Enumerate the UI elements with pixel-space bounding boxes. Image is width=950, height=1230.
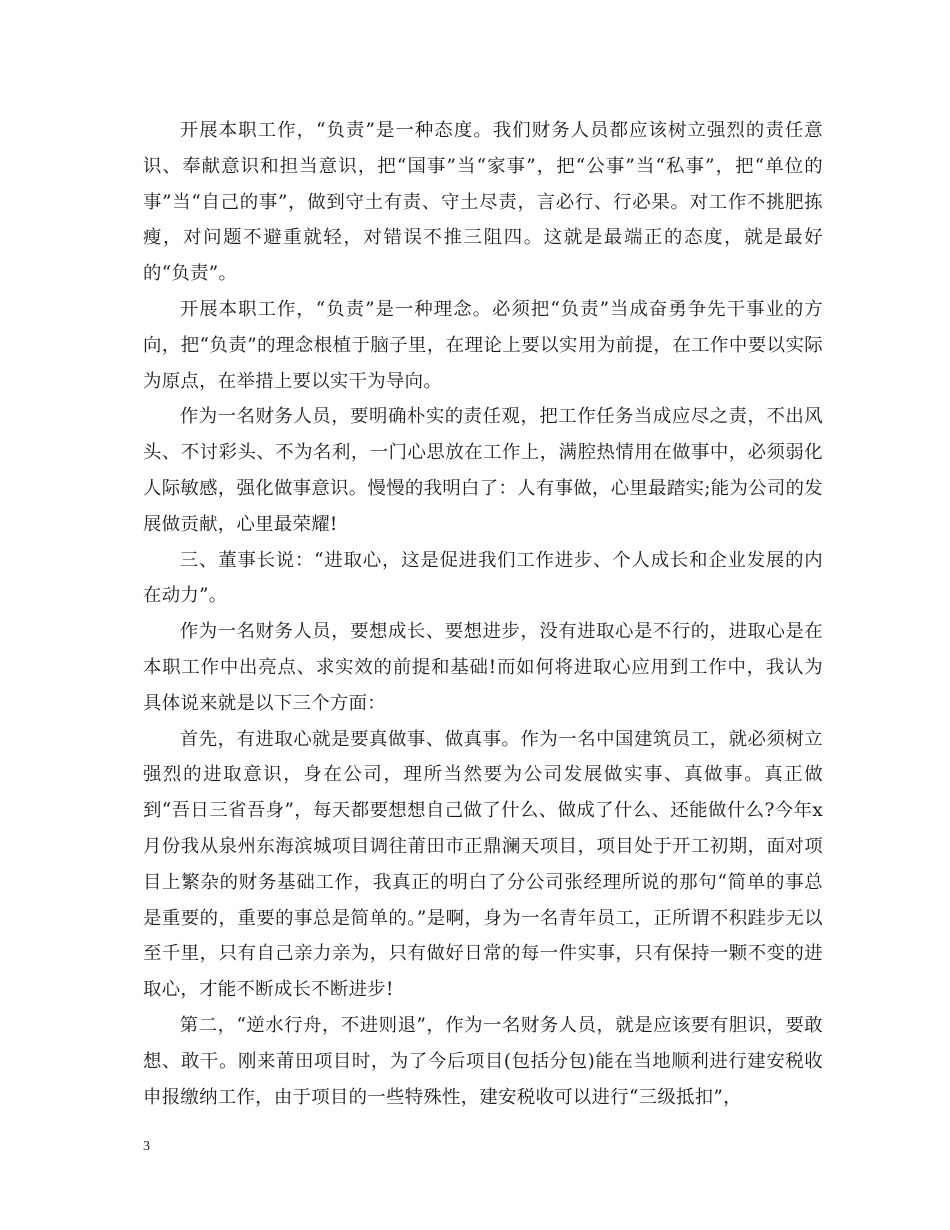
paragraph-responsibility-concept: 开展本职工作，“负责”是一种理念。必须把“负责”当成奋勇争先干事业的方向，把“负责”的理念根植于脑子里，在理论上要以实用为前提，在工作中要以实际为原点，在举措上要以实干为导向。 — [143, 298, 823, 392]
paragraph-responsibility-view: 作为一名财务人员，要明确朴实的责任观，把工作任务当成应尽之责，不出风头、不讨彩头、不为名利，一门心思放在工作上，满腔热情用在做事中，必须弱化人际敏感，强化做事意识。慢慢的我明白了：人有事做，心里最踏实;能为公司的发展做贡献，心里最荣耀! — [143, 406, 823, 535]
document-body — [143, 113, 823, 1115]
paragraph-second-point: 第二，“逆水行舟，不进则退”，作为一名财务人员，就是应该要有胆识，要敢想、敢干。刚来莆田项目时，为了今后项目(包括分包)能在当地顺利进行建安税收申报缴纳工作，由于项目的一些特殊性，建安税收可以进行“三级抵扣”， — [143, 1014, 823, 1108]
paragraph-enterprising-intro: 作为一名财务人员，要想成长、要想进步，没有进取心是不行的，进取心是在本职工作中出亮点、求实效的前提和基础!而如何将进取心应用到工作中，我认为具体说来就是以下三个方面： — [143, 621, 823, 714]
page-number: 3 — [143, 1139, 150, 1154]
paragraph-first-point: 首先，有进取心就是要真做事、做真事。作为一名中国建筑员工，就必须树立强烈的进取意识，身在公司，理所当然要为公司发展做实事、真做事。真正做到“吾日三省吾身”，每天都要想想自己做了什么、做成了什么、还能做什么?今年x月份我从泉州东海滨城项目调往莆田市正鼎澜天项目，项目处于开工初期，面对项目上繁杂的财务基础工作，我真正的明白了分公司张经理所说的那句“简单的事总是重要的，重要的事总是简单的。”是啊，身为一名青年员工，正所谓不积跬步无以至千里，只有自己亲力亲为，只有做好日常的每一件实事，只有保持一颗不变的进取心，才能不断成长不断进步! — [143, 728, 823, 1001]
paragraph-section-three-heading: 三、董事长说：“进取心，这是促进我们工作进步、个人成长和企业发展的内在动力”。 — [143, 549, 823, 607]
paragraph-responsibility-attitude: 开展本职工作，“负责”是一种态度。我们财务人员都应该树立强烈的责任意识、奉献意识和担当意识，把“国事”当“家事”，把“公事”当“私事”，把“单位的事”当“自己的事”，做到守土有责、守土尽责，言必行、行必果。对工作不挑肥拣瘦，对问题不避重就轻，对错误不推三阻四。这就是最端正的态度，就是最好的“负责”。 — [143, 120, 823, 285]
